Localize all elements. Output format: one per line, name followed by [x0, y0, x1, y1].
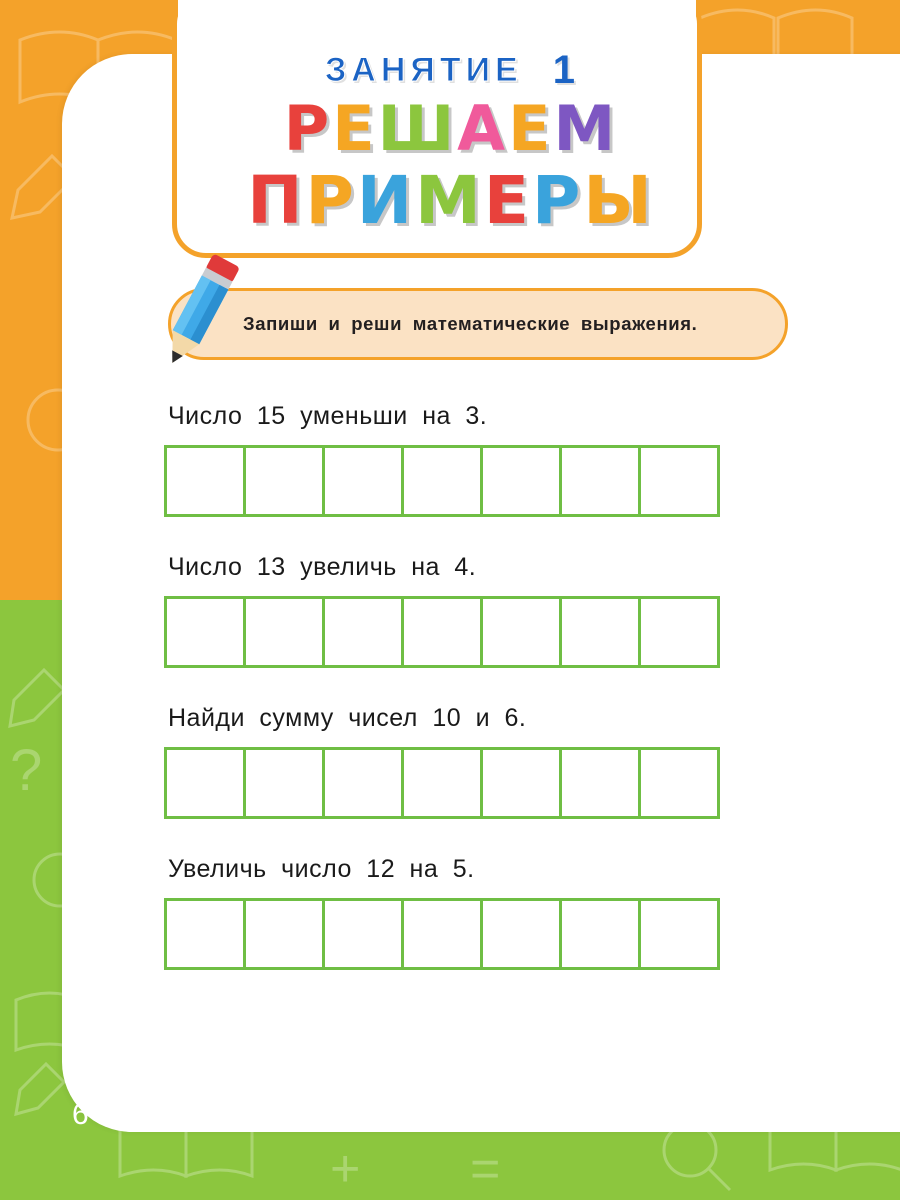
title-letter: Ы	[583, 162, 653, 239]
instruction-text: Запиши и реши математические выражения.	[243, 313, 698, 334]
answer-box[interactable]	[559, 445, 641, 517]
title-letter: Р	[305, 162, 355, 239]
lesson-word: ЗАНЯТИЕ	[325, 51, 523, 89]
page-number: 6	[72, 1098, 89, 1131]
answer-box[interactable]	[164, 747, 246, 819]
title-letter: М	[553, 92, 617, 165]
answer-box[interactable]	[322, 596, 404, 668]
title-letter: Р	[531, 162, 582, 239]
task-item	[164, 553, 764, 668]
answer-box[interactable]	[322, 747, 404, 819]
svg-text:=: =	[470, 1140, 501, 1198]
answer-boxes-row	[164, 747, 764, 819]
tasks-list	[164, 402, 764, 1006]
lesson-heading	[0, 48, 900, 93]
answer-boxes-row	[164, 445, 764, 517]
answer-box[interactable]	[638, 898, 720, 970]
task-text: Число 13 увеличь на 4.	[168, 553, 477, 581]
answer-box[interactable]	[243, 596, 325, 668]
title-letter: П	[247, 162, 304, 239]
title-letter: Р	[283, 92, 331, 165]
instruction-bar	[168, 288, 788, 360]
svg-text:+: +	[330, 1140, 361, 1198]
title-line-1	[0, 92, 900, 165]
title-card-top-mask	[178, 0, 696, 20]
answer-box[interactable]	[480, 898, 562, 970]
answer-box[interactable]	[559, 898, 641, 970]
answer-box[interactable]	[243, 898, 325, 970]
answer-box[interactable]	[638, 747, 720, 819]
title-letter: Ш	[377, 92, 456, 165]
answer-box[interactable]	[638, 445, 720, 517]
pencil-icon	[140, 248, 260, 378]
task-item	[164, 704, 764, 819]
title-letter: Е	[508, 92, 552, 165]
answer-box[interactable]	[322, 898, 404, 970]
answer-box[interactable]	[164, 445, 246, 517]
title-letter: А	[457, 92, 507, 165]
lesson-number: 1	[552, 48, 575, 92]
answer-box[interactable]	[559, 747, 641, 819]
answer-box[interactable]	[638, 596, 720, 668]
task-item	[164, 855, 764, 970]
title-line-2	[0, 162, 900, 239]
task-item	[164, 402, 764, 517]
title-letter: М	[415, 162, 482, 239]
task-text: Увеличь число 12 на 5.	[168, 855, 475, 883]
task-text: Найди сумму чисел 10 и 6.	[168, 704, 527, 732]
answer-box[interactable]	[401, 445, 483, 517]
answer-box[interactable]	[401, 596, 483, 668]
answer-box[interactable]	[164, 596, 246, 668]
answer-box[interactable]	[401, 898, 483, 970]
task-text: Число 15 уменьши на 3.	[168, 402, 488, 430]
title-letter: Е	[332, 92, 376, 165]
answer-boxes-row	[164, 898, 764, 970]
answer-box[interactable]	[559, 596, 641, 668]
title-letter: И	[356, 162, 414, 239]
answer-box[interactable]	[480, 596, 562, 668]
answer-box[interactable]	[480, 445, 562, 517]
answer-box[interactable]	[480, 747, 562, 819]
answer-box[interactable]	[322, 445, 404, 517]
answer-box[interactable]	[243, 445, 325, 517]
answer-box[interactable]	[164, 898, 246, 970]
answer-box[interactable]	[243, 747, 325, 819]
title-letter: Е	[483, 162, 530, 239]
svg-text:?: ?	[10, 738, 43, 803]
answer-box[interactable]	[401, 747, 483, 819]
answer-boxes-row	[164, 596, 764, 668]
